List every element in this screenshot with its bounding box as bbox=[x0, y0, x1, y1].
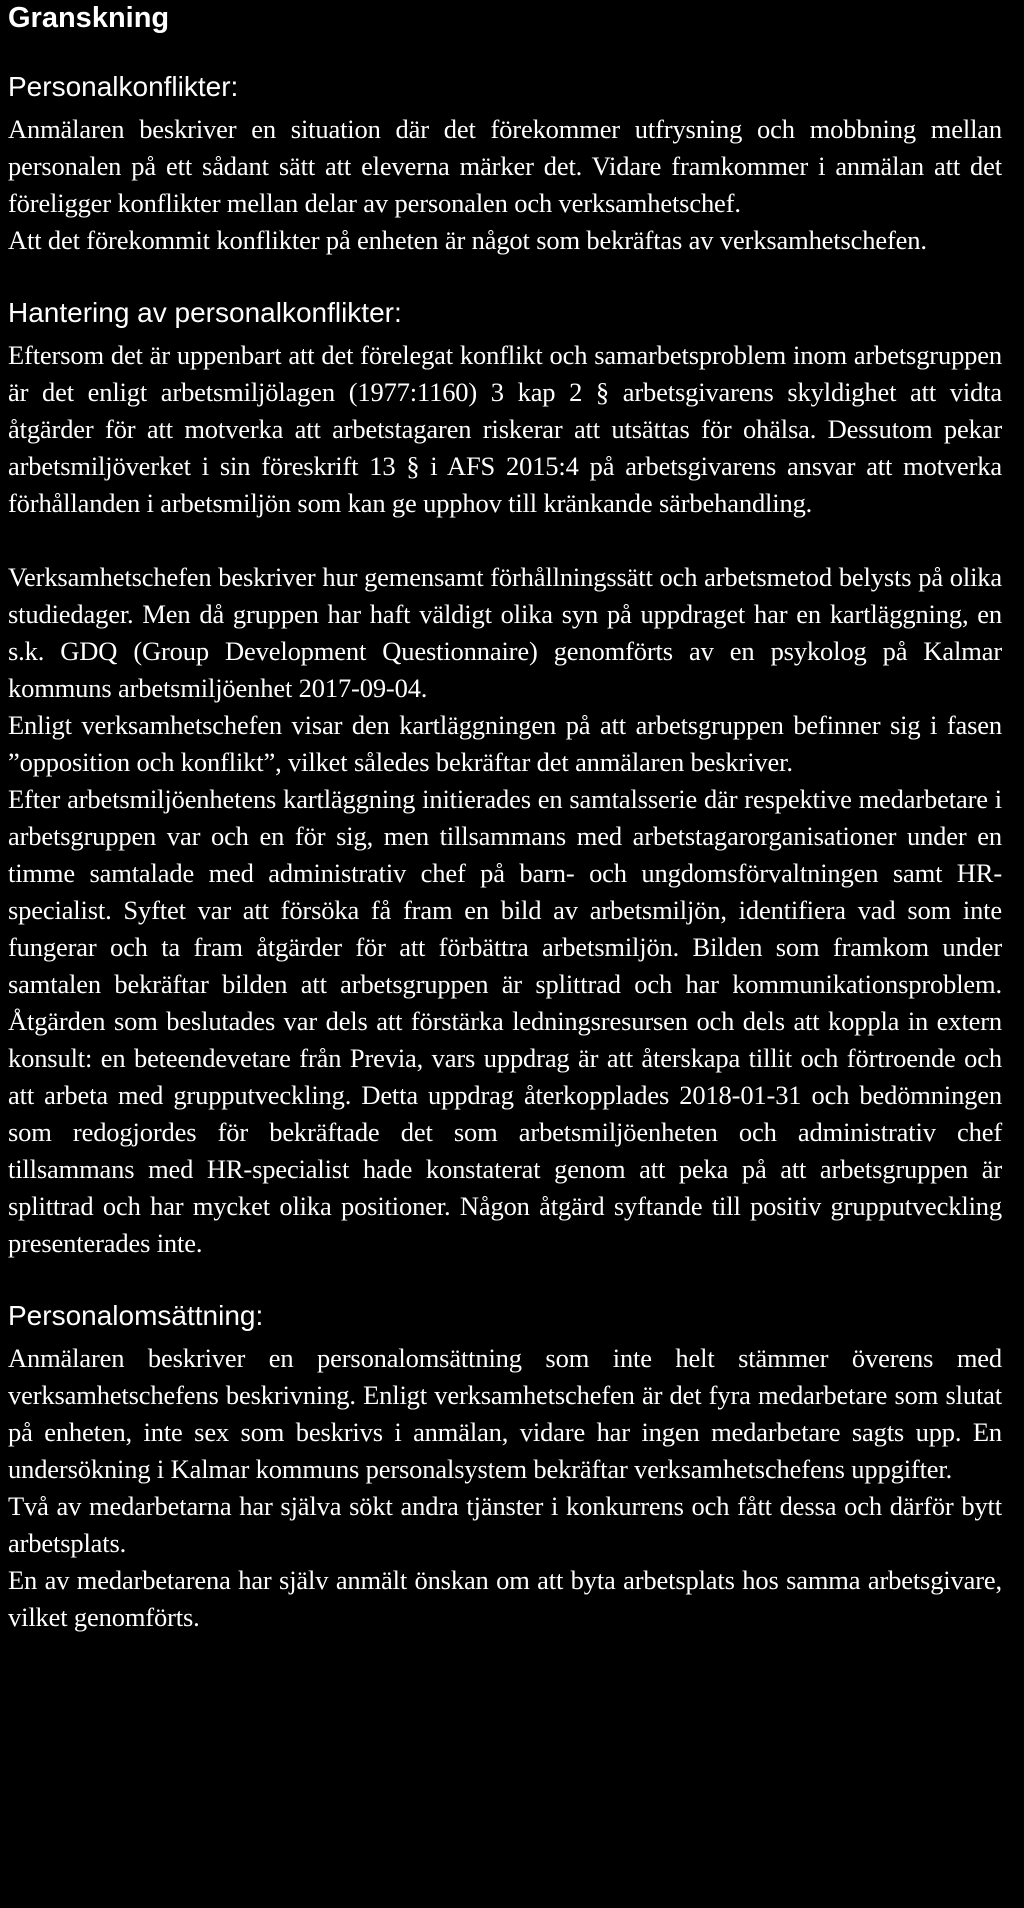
paragraph: Eftersom det är uppenbart att det förelegat konflikt och samarbetsproblem inom arbetsgruppen är det enligt arbetsmiljölagen (1977:1160) 3 kap 2 § arbetsgivarens skyldighet att vidta åtgärder för att motverka att arbetstagaren riskerar att utsättas för ohälsa. Dessutom pekar arbetsmiljöverket i sin föreskrift 13 § i AFS 2015:4 på arbetsgivarens ansvar att motverka förhållanden i arbetsmiljön som kan ge upphov till kränkande särbehandling. bbox=[8, 340, 1002, 518]
spacer bbox=[8, 259, 1002, 295]
paragraph: Två av medarbetarna har själva sökt andra tjänster i konkurrens och fått dessa och därför bytt arbetsplats. bbox=[8, 1491, 1002, 1558]
section-personalomsattning bbox=[8, 1298, 1002, 1636]
spacer bbox=[8, 522, 1002, 559]
document-title: Granskning bbox=[8, 2, 170, 34]
section-hantering-av-personalkonflikter bbox=[8, 295, 1002, 1262]
paragraph: Anmälaren beskriver en personalomsättning som inte helt stämmer överens med verksamhetschefens beskrivning. Enligt verksamhetschefen är det fyra medarbetare som slutat på enheten, inte sex som beskrivs i anmälan, vidare har ingen medarbetare sagts upp. En undersökning i Kalmar kommuns personalsystem bekräftar verksamhetschefens uppgifter. bbox=[8, 1343, 1002, 1484]
paragraph: Anmälaren beskriver en situation där det förekommer utfrysning och mobbning mellan personalen på ett sådant sätt att eleverna märker det. Vidare framkommer i anmälan att det föreligger konflikter mellan delar av personalen och verksamhetschef. bbox=[8, 114, 1002, 218]
section-heading: Personalomsättning: bbox=[8, 1300, 264, 1331]
paragraph: Att det förekommit konflikter på enheten är något som bekräftas av verksamhetschefen. bbox=[8, 225, 927, 255]
spacer bbox=[8, 42, 1002, 69]
section-personalkonflikter bbox=[8, 69, 1002, 259]
section-heading: Personalkonflikter: bbox=[8, 71, 239, 102]
paragraph: Efter arbetsmiljöenhetens kartläggning initierades en samtalsserie där respektive medarbetare i arbetsgruppen var och en för sig, men tillsammans med arbetstagarorganisationer under en timme samtalade med administrativ chef på barn- och ungdomsförvaltningen samt HR-specialist. Syftet var att försöka få fram en bild av arbetsmiljön, identifiera vad som inte fungerar och ta fram åtgärder för att förbättra arbetsmiljön. Bilden som framkom under samtalen bekräftar bilden att arbetsgruppen är splittrad och har kommunikationsproblem. Åtgärden som beslutades var dels att förstärka ledningsresursen och dels att koppla in extern konsult: en beteendevetare från Previa, vars uppdrag är att återskapa tillit och förtroende och att arbeta med grupputveckling. Detta uppdrag återkopplades 2018-01-31 och bedömningen som redogjordes för bekräftade det som arbetsmiljöenheten och administrativ chef tillsammans med HR-specialist hade konstaterat genom att peka på att arbetsgruppen är splittrad och har mycket olika positioner. Någon åtgärd syftande till positiv grupputveckling presenterades inte. bbox=[8, 784, 1002, 1258]
paragraph: Enligt verksamhetschefen visar den kartläggningen på att arbetsgruppen befinner sig i fasen ”opposition och konflikt”, vilket således bekräftar det anmälaren beskriver. bbox=[8, 710, 1002, 777]
spacer bbox=[8, 1262, 1002, 1298]
section-heading: Hantering av personalkonflikter: bbox=[8, 297, 402, 328]
paragraph: En av medarbetarena har själv anmält önskan om att byta arbetsplats hos samma arbetsgivare, vilket genomförts. bbox=[8, 1565, 1002, 1632]
paragraph: Verksamhetschefen beskriver hur gemensamt förhållningssätt och arbetsmetod belysts på olika studiedager. Men då gruppen har haft väldigt olika syn på uppdraget har en kartläggning, en s.k. GDQ (Group Development Questionnaire) genomförts av en psykolog på Kalmar kommuns arbetsmiljöenhet 2017-09-04. bbox=[8, 562, 1002, 703]
